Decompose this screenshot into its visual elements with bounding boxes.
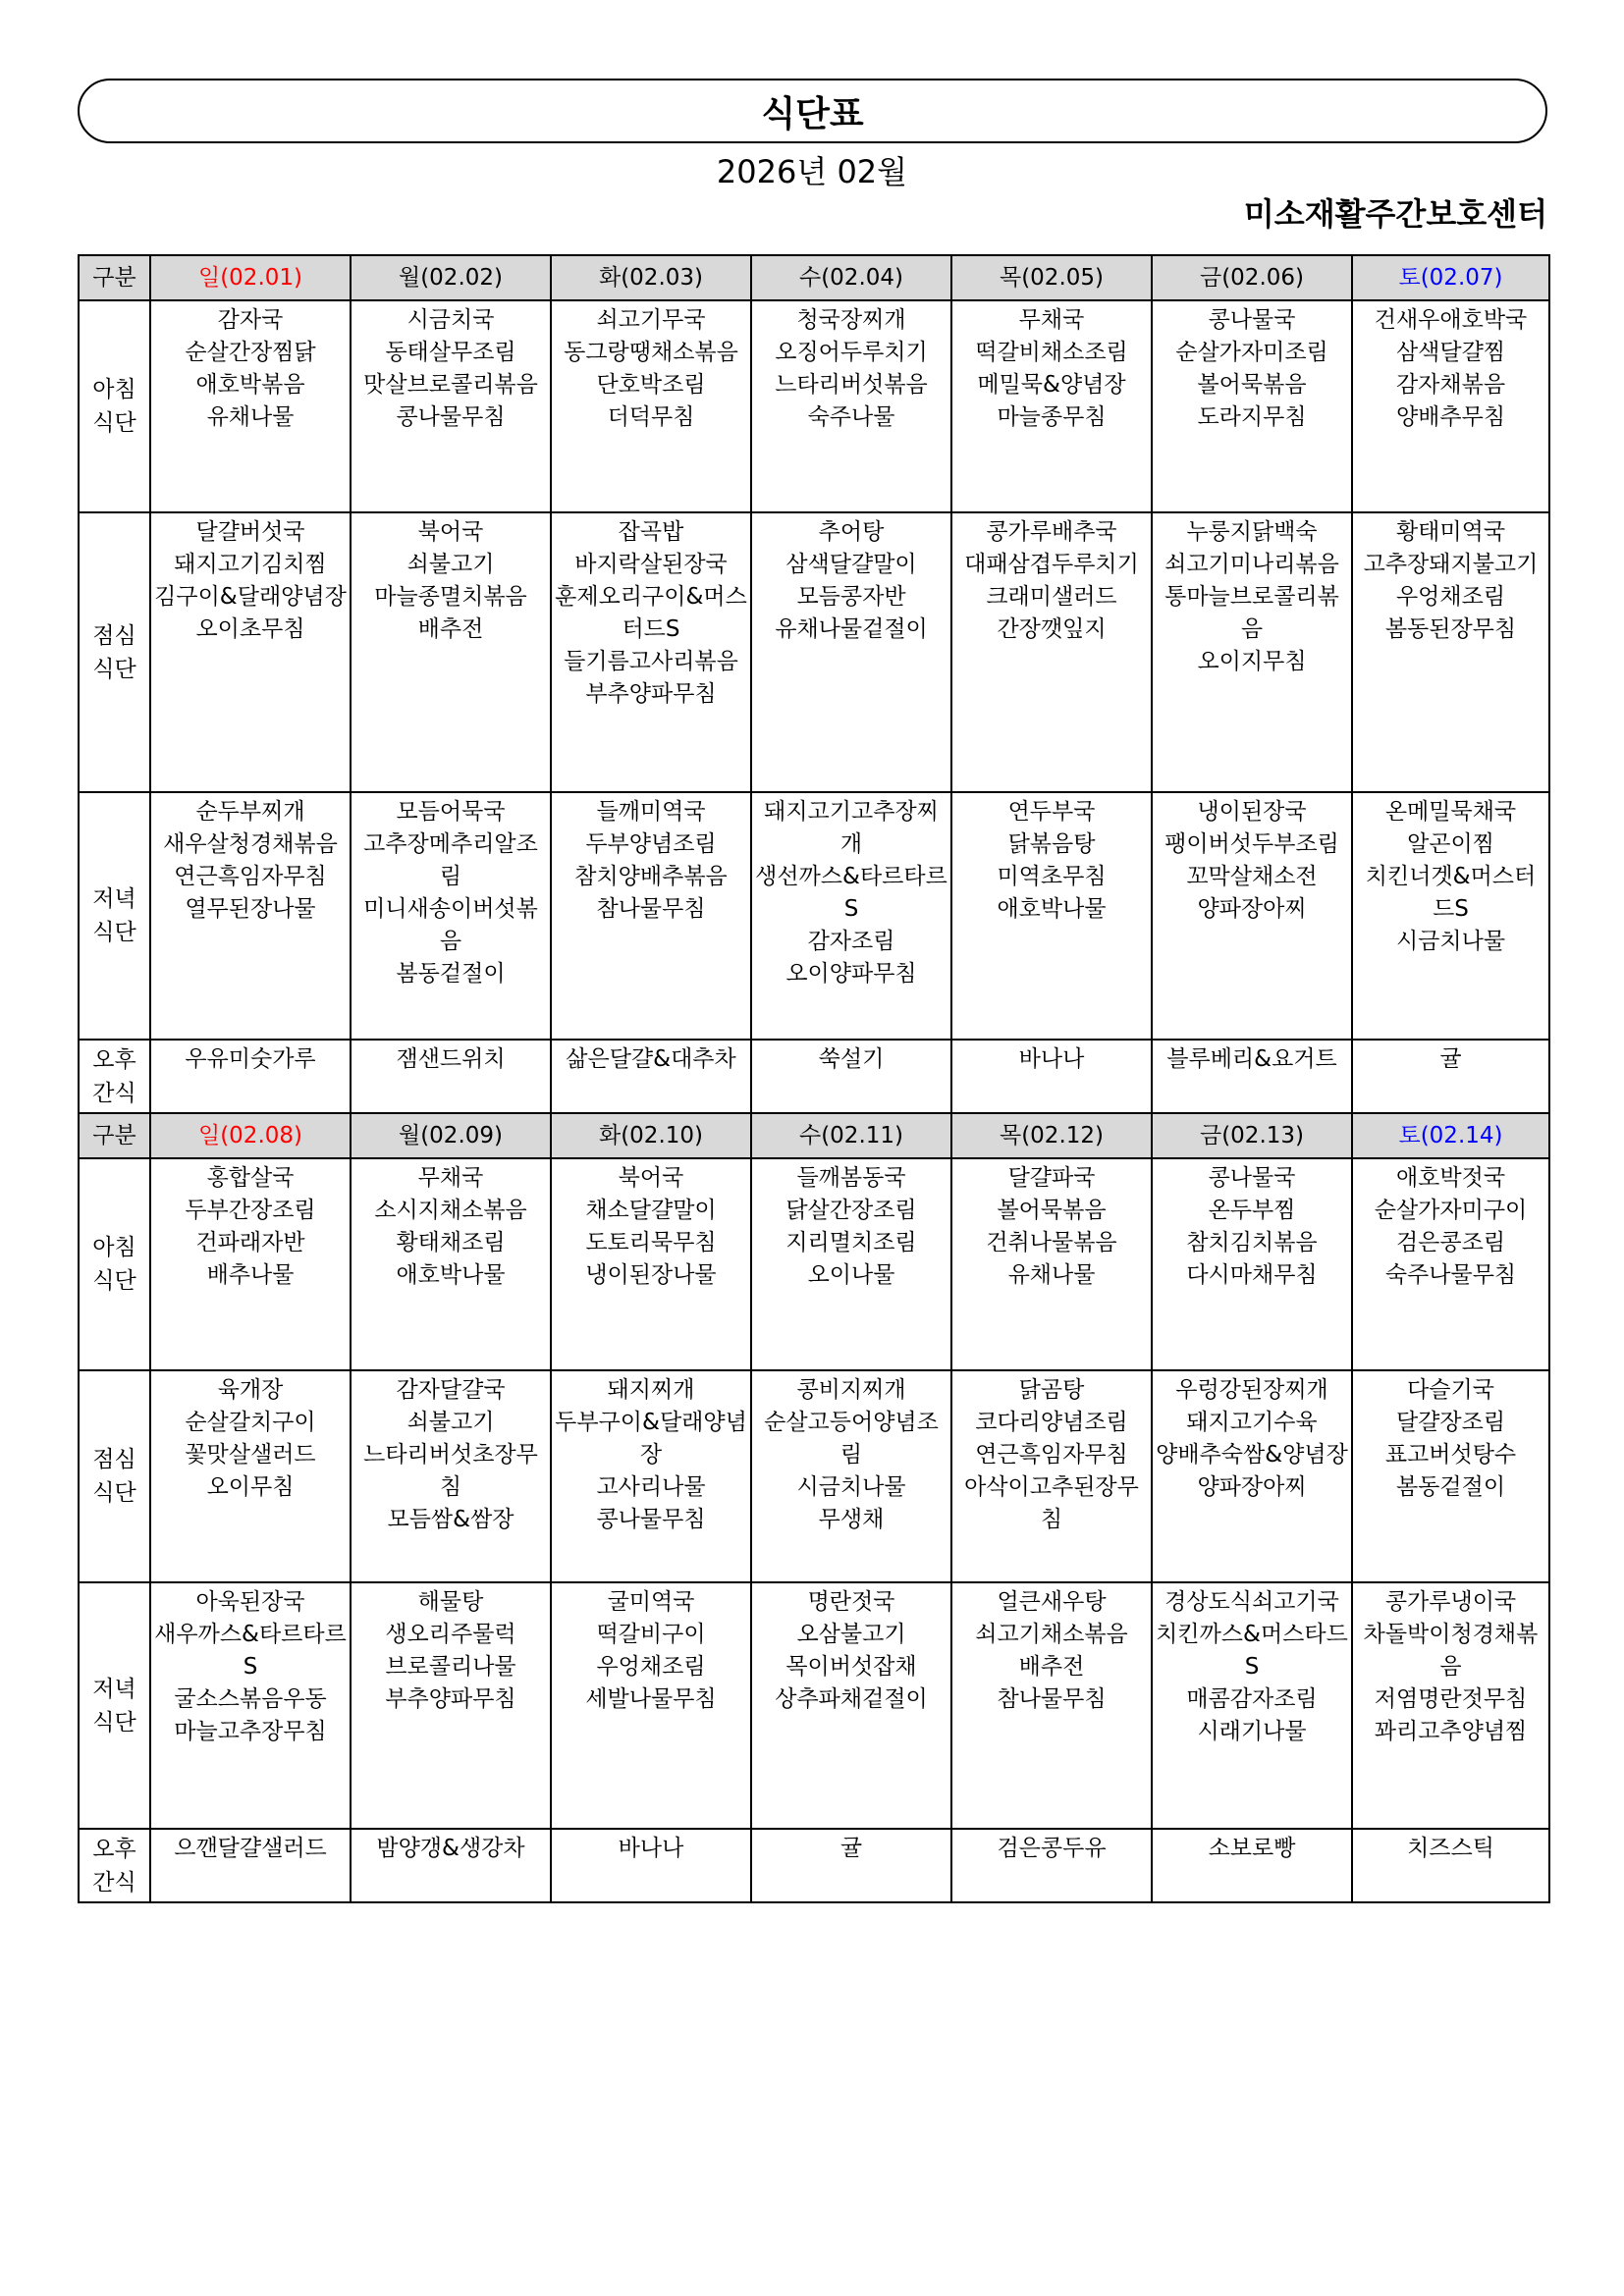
menu-item: 닭곰탕 <box>1018 1377 1085 1403</box>
menu-item: 참나물무침 <box>596 896 706 922</box>
menu-item: 삼색달걀말이 <box>785 552 917 577</box>
menu-item: 감자조림 <box>807 929 895 954</box>
snack-cell: 검은콩두유 <box>951 1829 1152 1902</box>
menu-cell <box>551 300 751 512</box>
menu-item: 아삭이고추된장무침 <box>964 1474 1139 1532</box>
menu-item: 마늘고추장무침 <box>174 1719 327 1744</box>
snack-cell: 귤 <box>751 1829 951 1902</box>
menu-item: 순살고등어양념조림 <box>764 1410 939 1468</box>
menu-item: 검은콩조림 <box>1395 1230 1506 1255</box>
menu-item: 양파장아찌 <box>1197 896 1307 922</box>
menu-item: 미니새송이버섯볶음 <box>363 896 538 954</box>
menu-item: 김구이&달래양념장 <box>154 584 347 610</box>
menu-item: 다슬기국 <box>1407 1377 1494 1403</box>
lunch-row <box>79 512 1549 792</box>
menu-item: 콩나물무침 <box>396 404 506 430</box>
snack-cell: 쑥설기 <box>751 1040 951 1113</box>
menu-item: 떡갈비채소조림 <box>975 340 1128 365</box>
menu-item: 참나물무침 <box>997 1686 1107 1712</box>
snack-cell: 바나나 <box>951 1040 1152 1113</box>
snack-cell: 밤양갱&생강차 <box>351 1829 551 1902</box>
menu-item: 고추장돼지불고기 <box>1363 552 1539 577</box>
menu-item: 봄동겉절이 <box>1395 1474 1506 1500</box>
menu-item: 더덕무침 <box>607 404 695 430</box>
day-header: 월(02.02) <box>351 255 551 300</box>
menu-item: 바지락살된장국 <box>574 552 728 577</box>
menu-item: 양파장아찌 <box>1197 1474 1307 1500</box>
menu-item: 봄동된장무침 <box>1384 616 1517 642</box>
breakfast-row <box>79 300 1549 512</box>
menu-item: 배추나물 <box>206 1262 295 1288</box>
menu-item: 느타리버섯볶음 <box>775 372 928 398</box>
menu-cell <box>951 300 1152 512</box>
menu-item: 돼지찌개 <box>607 1377 695 1403</box>
menu-cell <box>1152 1582 1352 1829</box>
menu-item: 두부양념조림 <box>585 831 717 857</box>
breakfast-label <box>79 300 150 512</box>
menu-item: 경상도식쇠고기국 <box>1164 1589 1339 1615</box>
menu-item: 통마늘브로콜리볶음 <box>1164 584 1339 642</box>
menu-cell <box>150 1582 351 1829</box>
row-label-text: 식단 <box>92 656 136 682</box>
row-label-text: 식단 <box>92 920 136 945</box>
menu-item: 열무된장나물 <box>185 896 316 922</box>
menu-item: 양배추무침 <box>1395 404 1506 430</box>
menu-item: 무생채 <box>818 1507 885 1532</box>
row-label-text: 식단 <box>92 1268 136 1294</box>
menu-item: 지리멸치조림 <box>785 1230 917 1255</box>
menu-item: 배추전 <box>1018 1654 1085 1680</box>
menu-item: 무채국 <box>417 1165 484 1191</box>
week-header-row <box>79 255 1549 300</box>
menu-item: 유채나물 <box>1007 1262 1096 1288</box>
menu-cell <box>751 1158 951 1370</box>
snack-cell: 소보로빵 <box>1152 1829 1352 1902</box>
menu-item: 콩나물국 <box>1208 307 1296 333</box>
menu-item: 코다리양념조림 <box>975 1410 1128 1435</box>
menu-item: 아욱된장국 <box>195 1589 305 1615</box>
menu-item: 육개장 <box>217 1377 284 1403</box>
dinner-label <box>79 792 150 1040</box>
menu-item: 볼어묵볶음 <box>997 1198 1107 1223</box>
menu-item: 콩나물무침 <box>596 1507 706 1532</box>
menu-item: 참치양배추볶음 <box>574 864 728 889</box>
menu-item: 배추전 <box>417 616 484 642</box>
menu-item: 오삼불고기 <box>796 1622 906 1647</box>
menu-item: 두부간장조림 <box>185 1198 316 1223</box>
menu-item: 콩가루냉이국 <box>1384 1589 1517 1615</box>
row-label-text: 식단 <box>92 1709 136 1735</box>
menu-item: 돼지고기김치찜 <box>174 552 327 577</box>
menu-cell <box>951 1158 1152 1370</box>
menu-item: 시래기나물 <box>1197 1719 1307 1744</box>
menu-item: 쇠고기무국 <box>596 307 706 333</box>
menu-item: 알곤이찜 <box>1407 831 1494 857</box>
snack-cell: 치즈스틱 <box>1352 1829 1549 1902</box>
menu-cell <box>1152 1158 1352 1370</box>
menu-item: 잡곡밥 <box>618 519 684 545</box>
menu-cell <box>351 1370 551 1582</box>
menu-cell <box>1152 1370 1352 1582</box>
menu-cell <box>351 1582 551 1829</box>
menu-item: 떡갈비구이 <box>596 1622 706 1647</box>
menu-item: 쇠불고기 <box>406 1410 495 1435</box>
row-label-text: 아침 <box>92 377 136 402</box>
row-label-text: 점심 <box>92 622 136 649</box>
menu-table <box>78 254 1550 1903</box>
menu-item: 두부구이&달래양념장 <box>555 1410 747 1468</box>
menu-item: 순살가자미구이 <box>1374 1198 1528 1223</box>
menu-item: 볼어묵볶음 <box>1197 372 1307 398</box>
menu-cell <box>951 1370 1152 1582</box>
menu-cell <box>351 1158 551 1370</box>
menu-cell <box>150 792 351 1040</box>
menu-cell <box>1352 1158 1549 1370</box>
menu-item: 달걀파국 <box>1007 1165 1096 1191</box>
menu-item: 새우까스&타르타르S <box>154 1622 347 1680</box>
menu-item: 단호박조림 <box>596 372 706 398</box>
row-label-text: 식단 <box>92 410 136 436</box>
menu-item: 얼큰새우탕 <box>997 1589 1107 1615</box>
menu-item: 쇠고기채소볶음 <box>975 1622 1128 1647</box>
menu-item: 소시지채소볶음 <box>374 1198 527 1223</box>
menu-item: 감자달걀국 <box>396 1377 506 1403</box>
menu-item: 쇠고기미나리볶음 <box>1164 552 1339 577</box>
menu-item: 모듬쌈&쌈장 <box>387 1507 514 1532</box>
menu-cell <box>551 1582 751 1829</box>
category-header: 구분 <box>79 255 150 300</box>
menu-item: 미역초무침 <box>997 864 1107 889</box>
menu-item: 달걀버섯국 <box>195 519 305 545</box>
snack-row <box>79 1040 1549 1113</box>
menu-item: 애호박볶음 <box>195 372 305 398</box>
day-header: 일(02.01) <box>150 255 351 300</box>
menu-cell <box>551 512 751 792</box>
menu-item: 마늘종무침 <box>997 404 1107 430</box>
menu-item: 돼지고기수육 <box>1186 1410 1318 1435</box>
snack-cell: 귤 <box>1352 1040 1549 1113</box>
menu-cell <box>751 1370 951 1582</box>
lunch-row <box>79 1370 1549 1582</box>
menu-cell <box>150 1158 351 1370</box>
day-header: 화(02.03) <box>551 255 751 300</box>
menu-item: 모듬어묵국 <box>396 799 506 825</box>
menu-cell <box>551 792 751 1040</box>
menu-item: 오이무침 <box>206 1474 295 1500</box>
menu-item: 고추장메추리알조림 <box>363 831 538 889</box>
menu-item: 도토리묵무침 <box>585 1230 717 1255</box>
day-header: 수(02.11) <box>751 1113 951 1158</box>
menu-item: 대패삼겹두루치기 <box>964 552 1139 577</box>
menu-cell <box>751 512 951 792</box>
menu-cell <box>351 300 551 512</box>
page-title <box>78 79 1547 143</box>
day-header: 토(02.07) <box>1352 255 1549 300</box>
menu-cell <box>351 512 551 792</box>
menu-cell <box>1352 1582 1549 1829</box>
snack-cell: 블루베리&요거트 <box>1152 1040 1352 1113</box>
menu-item: 건취나물볶음 <box>986 1230 1117 1255</box>
day-header: 금(02.06) <box>1152 255 1352 300</box>
menu-item: 순두부찌개 <box>195 799 305 825</box>
day-header: 월(02.09) <box>351 1113 551 1158</box>
menu-item: 오이나물 <box>807 1262 895 1288</box>
menu-item: 훈제오리구이&머스터드S <box>555 584 747 642</box>
menu-cell <box>551 1370 751 1582</box>
menu-cell <box>1352 512 1549 792</box>
menu-cell <box>351 792 551 1040</box>
menu-item: 브로콜리나물 <box>385 1654 516 1680</box>
menu-cell <box>951 512 1152 792</box>
menu-item: 동그랑땡채소볶음 <box>564 340 738 365</box>
menu-cell <box>150 300 351 512</box>
day-header: 목(02.12) <box>951 1113 1152 1158</box>
snack-label <box>79 1829 150 1902</box>
menu-item: 다시마채무침 <box>1186 1262 1318 1288</box>
menu-item: 북어국 <box>417 519 484 545</box>
menu-item: 양배추숙쌈&양념장 <box>1156 1442 1348 1468</box>
menu-item: 추어탕 <box>818 519 885 545</box>
menu-item: 꽃맛살샐러드 <box>185 1442 316 1468</box>
menu-item: 채소달걀말이 <box>585 1198 717 1223</box>
dinner-row <box>79 792 1549 1040</box>
menu-item: 연근흑임자무침 <box>975 1442 1128 1468</box>
menu-item: 봄동겉절이 <box>396 961 506 987</box>
menu-item: 저염명란젓무침 <box>1374 1686 1528 1712</box>
menu-item: 건새우애호박국 <box>1374 307 1528 333</box>
menu-cell <box>1152 792 1352 1040</box>
menu-item: 닭살간장조림 <box>785 1198 917 1223</box>
menu-item: 들기름고사리볶음 <box>564 649 738 674</box>
menu-item: 상추파채겉절이 <box>775 1686 928 1712</box>
menu-item: 청국장찌개 <box>796 307 906 333</box>
week-header-row <box>79 1113 1549 1158</box>
center-name: 미소재활주간보호센터 <box>1243 195 1547 233</box>
menu-item: 애호박나물 <box>997 896 1107 922</box>
menu-item: 치킨까스&머스타드S <box>1156 1622 1348 1680</box>
menu-item: 시금치나물 <box>796 1474 906 1500</box>
page-title-text: 식단표 <box>761 93 864 134</box>
menu-item: 순살갈치구이 <box>185 1410 316 1435</box>
menu-cell <box>751 1582 951 1829</box>
menu-item: 연근흑임자무침 <box>174 864 327 889</box>
menu-cell <box>1152 300 1352 512</box>
menu-item: 건파래자반 <box>195 1230 305 1255</box>
menu-item: 굴소스볶음우동 <box>174 1686 327 1712</box>
menu-item: 북어국 <box>618 1165 684 1191</box>
menu-item: 표고버섯탕수 <box>1384 1442 1517 1468</box>
snack-cell: 잼샌드위치 <box>351 1040 551 1113</box>
menu-item: 들깨봄동국 <box>796 1165 906 1191</box>
menu-item: 유채나물겉절이 <box>775 616 928 642</box>
month-label: 2026년 02월 <box>716 153 908 190</box>
menu-item: 숙주나물 <box>807 404 895 430</box>
row-label-text: 아침 <box>92 1235 136 1260</box>
menu-item: 차돌박이청경채볶음 <box>1363 1622 1539 1680</box>
menu-item: 부추양파무침 <box>585 681 717 707</box>
breakfast-row <box>79 1158 1549 1370</box>
menu-item: 돼지고기고추장찌개 <box>764 799 939 857</box>
menu-item: 냉이된장나물 <box>585 1262 717 1288</box>
snack-cell: 바나나 <box>551 1829 751 1902</box>
menu-cell <box>150 1370 351 1582</box>
menu-item: 생선까스&타르타르S <box>755 864 947 922</box>
menu-item: 콩나물국 <box>1208 1165 1296 1191</box>
snack-cell: 으깬달걀샐러드 <box>150 1829 351 1902</box>
row-label-text: 저녁 <box>92 886 136 912</box>
menu-item: 매콤감자조림 <box>1186 1686 1318 1712</box>
dinner-row <box>79 1582 1549 1829</box>
lunch-label <box>79 1370 150 1582</box>
dinner-label <box>79 1582 150 1829</box>
menu-item: 무채국 <box>1018 307 1085 333</box>
menu-item: 맛살브로콜리볶음 <box>363 372 538 398</box>
menu-cell <box>751 300 951 512</box>
day-header: 토(02.14) <box>1352 1113 1549 1158</box>
category-header: 구분 <box>79 1113 150 1158</box>
menu-item: 치킨너겟&머스터드S <box>1365 864 1537 922</box>
day-header: 화(02.10) <box>551 1113 751 1158</box>
menu-item: 부추양파무침 <box>385 1686 516 1712</box>
menu-item: 숙주나물무침 <box>1384 1262 1517 1288</box>
row-label-text: 저녁 <box>92 1676 136 1702</box>
menu-cell <box>551 1158 751 1370</box>
menu-item: 고사리나물 <box>596 1474 706 1500</box>
menu-item: 생오리주물럭 <box>385 1622 516 1647</box>
menu-item: 연두부국 <box>1007 799 1096 825</box>
menu-cell <box>1152 512 1352 792</box>
snack-label <box>79 1040 150 1113</box>
menu-item: 들깨미역국 <box>596 799 706 825</box>
menu-item: 우렁강된장찌개 <box>1175 1377 1328 1403</box>
day-header: 목(02.05) <box>951 255 1152 300</box>
menu-item: 해물탕 <box>417 1589 484 1615</box>
lunch-label <box>79 512 150 792</box>
menu-item: 애호박나물 <box>396 1262 506 1288</box>
menu-item: 유채나물 <box>206 404 295 430</box>
menu-item: 감자채볶음 <box>1395 372 1506 398</box>
menu-item: 동태살무조림 <box>385 340 516 365</box>
menu-item: 홍합살국 <box>206 1165 295 1191</box>
menu-item: 꽈리고추양념찜 <box>1374 1719 1528 1744</box>
menu-item: 누룽지닭백숙 <box>1186 519 1318 545</box>
menu-item: 느타리버섯초장무침 <box>363 1442 538 1500</box>
row-label-text: 간식 <box>92 1869 136 1896</box>
menu-item: 애호박젓국 <box>1395 1165 1506 1191</box>
menu-item: 참치김치볶음 <box>1186 1230 1318 1255</box>
day-header: 금(02.13) <box>1152 1113 1352 1158</box>
menu-item: 꼬막살채소전 <box>1186 864 1318 889</box>
menu-item: 달걀장조림 <box>1395 1410 1506 1435</box>
menu-item: 콩비지찌개 <box>796 1377 906 1403</box>
menu-item: 닭볶음탕 <box>1007 831 1096 857</box>
menu-item: 쇠불고기 <box>406 552 495 577</box>
day-header: 수(02.04) <box>751 255 951 300</box>
breakfast-label <box>79 1158 150 1370</box>
menu-item: 세발나물무침 <box>585 1686 717 1712</box>
menu-item: 오이양파무침 <box>785 961 917 987</box>
menu-cell <box>951 792 1152 1040</box>
menu-item: 온두부찜 <box>1208 1198 1296 1223</box>
menu-item: 순살가자미조림 <box>1175 340 1328 365</box>
snack-cell: 우유미숫가루 <box>150 1040 351 1113</box>
menu-item: 오이초무침 <box>195 616 305 642</box>
snack-cell: 삶은달걀&대추차 <box>551 1040 751 1113</box>
row-label-text: 오후 <box>92 1046 136 1073</box>
menu-item: 삼색달걀찜 <box>1395 340 1506 365</box>
menu-item: 우엉채조림 <box>1395 584 1506 610</box>
menu-item: 팽이버섯두부조림 <box>1164 831 1339 857</box>
menu-item: 콩가루배추국 <box>986 519 1117 545</box>
menu-item: 온메밀묵채국 <box>1384 799 1517 825</box>
menu-item: 오징어두루치기 <box>775 340 928 365</box>
snack-row <box>79 1829 1549 1902</box>
menu-item: 굴미역국 <box>607 1589 695 1615</box>
menu-item: 마늘종멸치볶음 <box>374 584 527 610</box>
menu-cell <box>150 512 351 792</box>
menu-item: 도라지무침 <box>1197 404 1307 430</box>
menu-cell <box>1352 792 1549 1040</box>
menu-item: 크래미샐러드 <box>986 584 1117 610</box>
menu-cell <box>751 792 951 1040</box>
menu-cell <box>1352 1370 1549 1582</box>
row-label-text: 오후 <box>92 1836 136 1862</box>
menu-item: 황태미역국 <box>1395 519 1506 545</box>
menu-item: 시금치국 <box>406 307 495 333</box>
menu-item: 시금치나물 <box>1395 929 1506 954</box>
menu-item: 간장깻잎지 <box>997 616 1107 642</box>
menu-item: 새우살청경채볶음 <box>163 831 338 857</box>
menu-item: 목이버섯잡채 <box>785 1654 917 1680</box>
menu-item: 감자국 <box>217 307 284 333</box>
row-label-text: 간식 <box>92 1080 136 1106</box>
menu-item: 냉이된장국 <box>1197 799 1307 825</box>
day-header: 일(02.08) <box>150 1113 351 1158</box>
menu-item: 황태채조림 <box>396 1230 506 1255</box>
row-label-text: 점심 <box>92 1447 136 1472</box>
menu-item: 오이지무침 <box>1197 649 1307 674</box>
menu-item: 명란젓국 <box>807 1589 895 1615</box>
menu-item: 우엉채조림 <box>596 1654 706 1680</box>
menu-cell <box>1352 300 1549 512</box>
row-label-text: 식단 <box>92 1480 136 1506</box>
menu-item: 모듬콩자반 <box>796 584 906 610</box>
menu-item: 순살간장찜닭 <box>185 340 316 365</box>
menu-item: 메밀묵&양념장 <box>977 372 1126 398</box>
menu-cell <box>951 1582 1152 1829</box>
